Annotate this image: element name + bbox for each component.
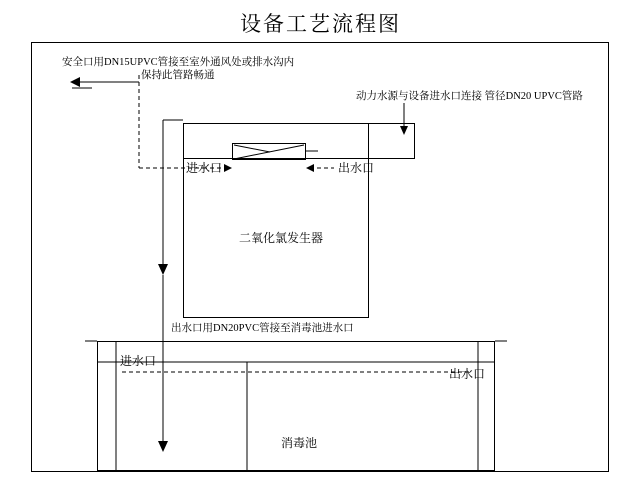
label-power-water-source: 动力水源与设备进水口连接 管径DN20 UPVC管路 — [356, 91, 583, 102]
label-safety-outlet-line2: 保持此管路畅通 — [141, 70, 215, 81]
label-pool: 消毒池 — [281, 436, 318, 450]
label-outlet-pipe: 出水口用DN20PVC管接至消毒池进水口 — [171, 323, 354, 334]
label-safety-outlet: 安全口用DN15UPVC管接至室外通风处或排水沟内 — [62, 57, 295, 68]
label-inlet-top: 进水口 — [186, 161, 223, 175]
page-title: 设备工艺流程图 — [240, 12, 401, 36]
label-outlet-top: 出水口 — [338, 161, 375, 175]
label-outlet-bottom: 出水口 — [449, 367, 486, 381]
label-generator: 二氧化氯发生器 — [239, 231, 324, 245]
label-inlet-bottom: 进水口 — [120, 354, 157, 368]
